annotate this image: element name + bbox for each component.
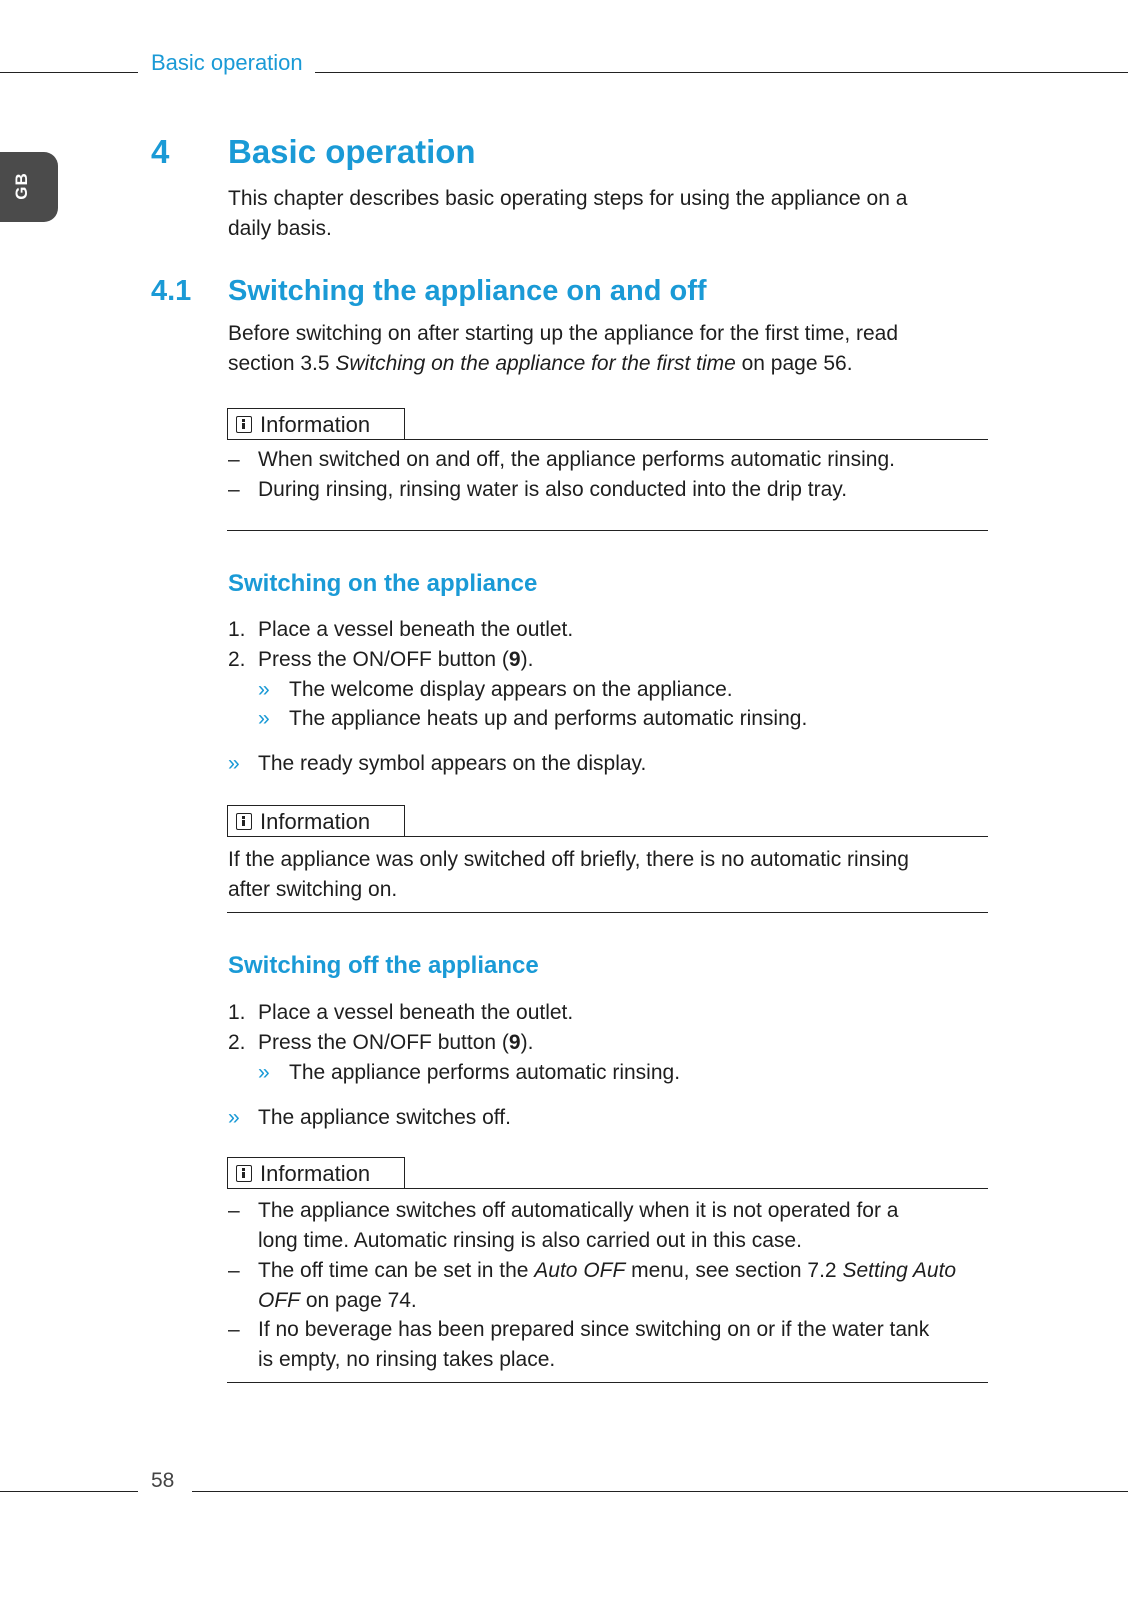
menu-name: Auto OFF	[534, 1259, 626, 1282]
switch-on-result: The welcome display appears on the appliance.	[289, 678, 733, 701]
section-reference: OFF	[258, 1288, 300, 1312]
info-icon	[236, 813, 252, 830]
info3-item-2: The off time can be set in the Auto OFF menu, see section 7.2 Setting Auto OFF on page 74.	[258, 1259, 957, 1312]
info1-top-rule	[227, 439, 988, 440]
section-reference: Switching on the appliance for the first time	[335, 351, 736, 375]
dash-bullet: –	[228, 1318, 240, 1341]
switch-on-final-result: The ready symbol appears on the display.	[258, 752, 647, 775]
switch-off-final-result: The appliance switches off.	[258, 1106, 511, 1129]
section-title: Switching the appliance on and off	[228, 275, 707, 307]
information-label: Information	[260, 1161, 371, 1186]
section-intro: Before switching on after starting up the appliance for the first time, read section 3.5 Switching on the appliance for the first time on page 56.	[228, 322, 899, 375]
dash-bullet: –	[228, 478, 240, 501]
switch-off-step-1: Place a vessel beneath the outlet.	[258, 1001, 574, 1024]
info3-bottom-rule	[227, 1382, 988, 1383]
switch-on-title: Switching on the appliance	[228, 570, 538, 597]
info2-bottom-rule	[227, 912, 988, 913]
result-marker: »	[228, 752, 240, 775]
info1-item: During rinsing, rinsing water is also conducted into the drip tray.	[258, 478, 848, 501]
switch-on-step-1: Place a vessel beneath the outlet.	[258, 618, 574, 641]
section-number: 4.1	[151, 275, 192, 307]
information-label: Information	[260, 809, 371, 834]
result-marker: »	[258, 1061, 270, 1084]
switch-off-step-2: Press the ON/OFF button (9).	[258, 1031, 534, 1054]
running-header: Basic operation	[151, 50, 303, 75]
info-icon	[236, 416, 252, 433]
info2-top-rule	[227, 836, 988, 837]
info1-item: When switched on and off, the appliance performs automatic rinsing.	[258, 448, 895, 471]
chapter-number: 4	[151, 133, 170, 170]
information-box-3	[227, 1157, 405, 1189]
step-number: 1.	[228, 1001, 246, 1024]
info-icon	[236, 1165, 252, 1182]
step-number: 2.	[228, 648, 246, 671]
section-reference: Setting Auto	[842, 1259, 957, 1282]
chapter-title: Basic operation	[228, 133, 476, 170]
info3-top-rule	[227, 1188, 988, 1189]
information-box-2	[227, 805, 405, 837]
result-marker: »	[258, 707, 270, 730]
header-rule-right	[315, 72, 1128, 73]
result-marker: »	[228, 1106, 240, 1129]
footer-rule-left	[0, 1491, 138, 1492]
info3-item-1: The appliance switches off automatically when it is not operated for a long time. Automatic rinsing is also carried out in this case.	[258, 1199, 899, 1252]
dash-bullet: –	[228, 448, 240, 471]
button-key: 9	[508, 1031, 521, 1054]
info1-bottom-rule	[227, 530, 988, 531]
language-tab-label: GB	[11, 172, 31, 200]
info2-text: If the appliance was only switched off briefly, there is no automatic rinsing after switching on.	[228, 848, 909, 901]
info3-item-3: If no beverage has been prepared since switching on or if the water tank is empty, no rinsing takes place.	[258, 1318, 930, 1371]
switch-off-title: Switching off the appliance	[228, 952, 539, 979]
dash-bullet: –	[228, 1259, 240, 1282]
switch-off-result: The appliance performs automatic rinsing.	[289, 1061, 681, 1084]
information-label: Information	[260, 412, 371, 437]
header-rule-left	[0, 72, 138, 73]
chapter-intro: This chapter describes basic operating steps for using the appliance on a daily basis.	[228, 187, 908, 240]
dash-bullet: –	[228, 1199, 240, 1222]
footer-rule-right	[192, 1491, 1128, 1492]
result-marker: »	[258, 678, 270, 701]
step-number: 2.	[228, 1031, 246, 1054]
page-number: 58	[151, 1469, 175, 1492]
step-number: 1.	[228, 618, 246, 641]
switch-on-step-2: Press the ON/OFF button (9).	[258, 648, 534, 671]
button-key: 9	[508, 648, 521, 671]
language-tab	[0, 152, 58, 222]
information-box-1	[227, 408, 405, 440]
switch-on-result: The appliance heats up and performs automatic rinsing.	[289, 707, 808, 730]
